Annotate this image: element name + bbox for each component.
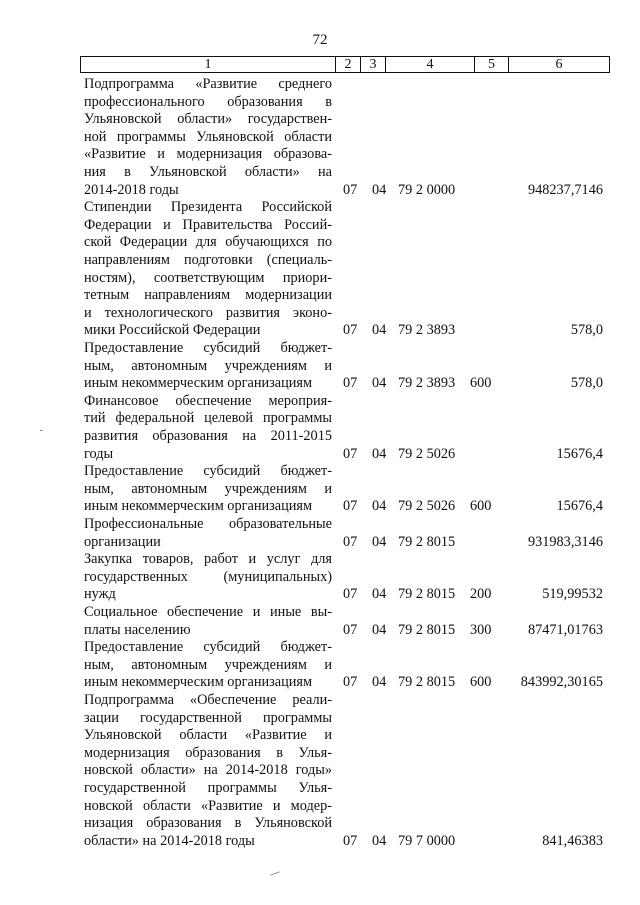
header-col-5: 5: [475, 57, 509, 72]
description-line: нужд: [84, 586, 116, 603]
row-description: [84, 604, 332, 639]
row-description: [84, 76, 332, 199]
row-c5: 600: [470, 674, 492, 691]
row-c4: 79 2 8015: [398, 586, 456, 603]
description-line: Ульяновской области «Развитие и: [84, 727, 332, 744]
row-c4: 79 2 0000: [398, 181, 456, 198]
description-line: мики Российской Федерации: [84, 322, 261, 339]
description-line: ным, автономным учреждениям и: [84, 357, 332, 374]
row-c4: 79 7 0000: [398, 832, 456, 849]
description-line: Предоставление субсидий бюджет-: [84, 340, 332, 356]
description-line: организации: [84, 533, 161, 550]
header-col-4: 4: [386, 57, 475, 72]
description-line: и технологического развития эконо-: [84, 304, 332, 321]
row-c3: 04: [372, 445, 387, 462]
row-description: [84, 692, 332, 850]
row-c2: 07: [343, 181, 358, 198]
description-line: 2014-2018 годы: [84, 181, 179, 198]
row-c4: 79 2 3893: [398, 322, 456, 339]
row-c6: 843992,30165: [520, 674, 603, 691]
description-line: модернизация образования в Улья-: [84, 744, 332, 761]
table-row: [0, 551, 640, 604]
row-description: [84, 516, 332, 551]
table-header: [80, 56, 610, 73]
header-col-3: 3: [361, 57, 386, 72]
description-line: платы населению: [84, 621, 191, 638]
row-c2: 07: [343, 498, 358, 515]
row-c3: 04: [372, 375, 387, 392]
description-line: Стипендии Президента Российской: [84, 199, 332, 216]
description-line: тий федеральной целевой программы: [84, 410, 332, 427]
description-line: государственных (муниципальных): [84, 568, 332, 585]
header-col-6: 6: [555, 57, 563, 72]
row-c2: 07: [343, 533, 358, 550]
row-description: [84, 639, 332, 692]
row-c3: 04: [372, 498, 387, 515]
description-line: иным некоммерческим организациям: [84, 498, 313, 515]
description-line: Социальное обеспечение и иные вы-: [84, 604, 332, 620]
row-c4: 79 2 5026: [398, 498, 456, 515]
description-line: Предоставление субсидий бюджет-: [84, 639, 332, 656]
row-c6: 519,99532: [542, 586, 603, 603]
row-c4: 79 2 8015: [398, 674, 456, 691]
description-line: профессионального образования в: [84, 93, 332, 110]
row-c3: 04: [372, 181, 387, 198]
description-line: «Развитие и модернизация образова-: [84, 146, 332, 163]
row-c5: 600: [470, 498, 492, 515]
description-line: государственной программы Улья-: [84, 779, 332, 796]
description-line: ской Федерации для обучающихся по: [84, 234, 332, 251]
row-c6: 948237,7146: [527, 181, 603, 198]
row-c3: 04: [372, 533, 387, 550]
row-c5: 300: [470, 621, 492, 638]
row-c6: 931983,3146: [527, 533, 603, 550]
description-line: развития образования на 2011-2015: [84, 427, 332, 444]
row-c4: 79 2 8015: [398, 533, 456, 550]
row-c4: 79 2 8015: [398, 621, 456, 638]
row-c3: 04: [372, 621, 387, 638]
row-c2: 07: [343, 445, 358, 462]
description-line: ным, автономным учреждениям и: [84, 656, 332, 673]
table-row: [0, 639, 640, 692]
description-line: Финансовое обеспечение мероприя-: [84, 392, 332, 409]
description-line: Подпрограмма «Развитие среднего: [84, 76, 332, 92]
row-c2: 07: [343, 674, 358, 691]
row-c5: 600: [470, 375, 492, 392]
description-line: зации государственной программы: [84, 709, 332, 726]
row-c3: 04: [372, 322, 387, 339]
row-c5: 200: [470, 586, 492, 603]
header-col-1: 1: [81, 57, 336, 72]
row-description: [84, 551, 332, 604]
description-line: новской области» на 2014-2018 годы»: [84, 762, 332, 779]
header-col-2: 2: [336, 57, 361, 72]
table-row: [0, 516, 640, 551]
row-c2: 07: [343, 322, 358, 339]
row-c6: 578,0: [570, 375, 603, 392]
table-row: [0, 199, 640, 340]
table-row: [0, 463, 640, 516]
row-c6: 15676,4: [556, 498, 603, 515]
row-description: [84, 393, 332, 463]
row-c6: 578,0: [570, 322, 603, 339]
table-row: [0, 393, 640, 463]
row-c2: 07: [343, 586, 358, 603]
description-line: Профессиональные образовательные: [84, 516, 332, 532]
row-c4: 79 2 5026: [398, 445, 456, 462]
row-c3: 04: [372, 832, 387, 849]
description-line: Подпрограмма «Обеспечение реали-: [84, 692, 332, 708]
row-c6: 841,46383: [542, 832, 603, 849]
description-line: ностям), соответствующим приори-: [84, 269, 332, 286]
description-line: годы: [84, 445, 114, 462]
row-description: [84, 463, 332, 516]
table-row: [0, 76, 640, 199]
description-line: Ульяновской области» государствен-: [84, 111, 332, 128]
row-c4: 79 2 3893: [398, 375, 456, 392]
table-row: [0, 604, 640, 639]
row-description: [84, 340, 332, 393]
row-c2: 07: [343, 832, 358, 849]
row-c2: 07: [343, 621, 358, 638]
description-line: ной программы Ульяновской области: [84, 128, 332, 145]
row-description: [84, 199, 332, 340]
row-c2: 07: [343, 375, 358, 392]
row-c6: 87471,01763: [527, 621, 603, 638]
description-line: низация образования в Ульяновской: [84, 815, 332, 832]
description-line: области» на 2014-2018 годы: [84, 832, 255, 849]
page-number: 72: [312, 32, 328, 48]
description-line: Предоставление субсидий бюджет-: [84, 463, 332, 480]
description-line: новской области «Развитие и модер-: [84, 797, 332, 814]
description-line: иным некоммерческим организациям: [84, 375, 313, 392]
row-c3: 04: [372, 674, 387, 691]
row-c6: 15676,4: [556, 445, 603, 462]
description-line: тетным направлениям модернизации: [84, 287, 332, 304]
scan-speck: [40, 430, 43, 431]
description-line: иным некоммерческим организациям: [84, 674, 313, 691]
description-line: направлениям подготовки (специаль-: [84, 251, 332, 268]
scan-speck: [270, 871, 280, 875]
description-line: Закупка товаров, работ и услуг для: [84, 551, 332, 568]
description-line: Федерации и Правительства Россий-: [84, 216, 332, 233]
description-line: ным, автономным учреждениям и: [84, 480, 332, 497]
description-line: ния в Ульяновской области» на: [84, 163, 332, 180]
table-row: [0, 340, 640, 393]
table-row: [0, 692, 640, 850]
row-c3: 04: [372, 586, 387, 603]
